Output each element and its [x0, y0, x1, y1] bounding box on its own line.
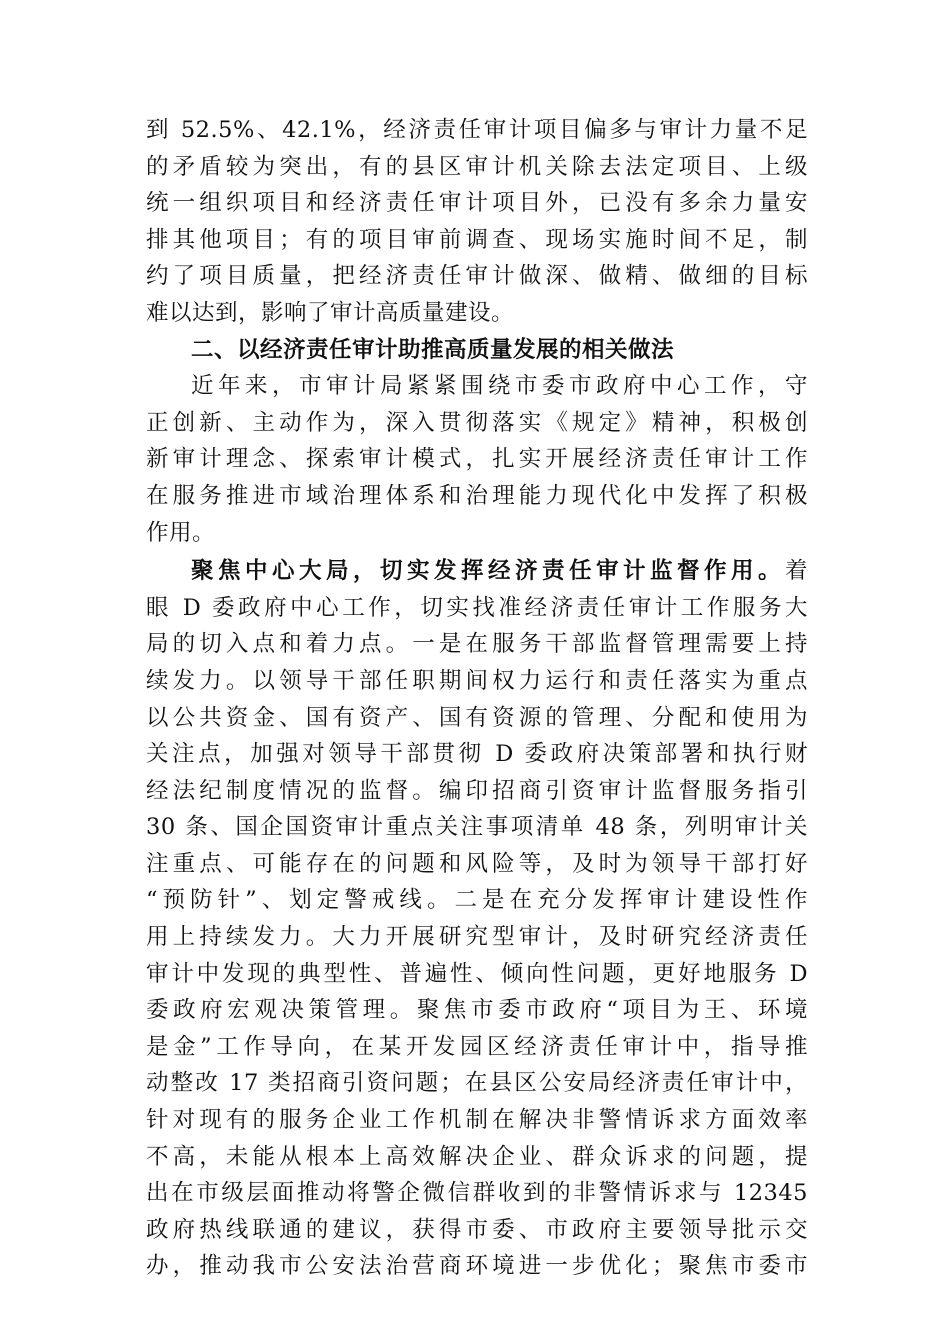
text-line: 是金”工作导向，在某开发园区经济责任审计中，指导推 — [146, 1033, 808, 1060]
text-line: 到 52.5%、42.1%，经济责任审计项目偏多与审计力量不足 — [146, 117, 808, 143]
text-line: 办，推动我市公安法治营商环境进一步优化；聚焦市委市 — [146, 1253, 808, 1280]
text-line: 新审计理念、探索审计模式，扎实开展经济责任审计工作 — [146, 446, 808, 473]
text-line: 局的切入点和着力点。一是在服务干部监督管理需要上持 — [146, 631, 808, 658]
text-line: 在服务推进市域治理体系和治理能力现代化中发挥了积极 — [146, 482, 808, 509]
paragraph-2 — [146, 368, 808, 551]
text-line: 难以达到，影响了审计高质量建设。 — [146, 299, 515, 326]
text-line: “预防针”、划定警戒线。二是在充分发挥审计建设性作 — [146, 887, 808, 914]
text-line: 出在市级层面推动将警企微信群收到的非警情诉求与 12345 — [146, 1180, 808, 1207]
paragraph-3 — [146, 553, 808, 1285]
text-line: 不高，未能从根本上高效解决企业、群众诉求的问题，提 — [146, 1143, 808, 1170]
text-line: 排其他项目；有的项目审前调查、现场实施时间不足，制 — [146, 226, 808, 253]
text-line: 用上持续发力。大力开展研究型审计，及时研究经济责任 — [146, 924, 808, 951]
text-line: 的矛盾较为突出，有的县区审计机关除去法定项目、上级 — [146, 153, 808, 180]
text-line: 动整改 17 类招商引资问题；在县区公安局经济责任审计中， — [146, 1070, 808, 1097]
text-line: 针对现有的服务企业工作机制在解决非警情诉求方面效率 — [146, 1107, 808, 1134]
text-line: 委政府宏观决策管理。聚焦市委市政府“项目为王、环境 — [146, 997, 808, 1024]
paragraph-lead-rest: 着 — [784, 558, 808, 585]
text-line: 政府热线联通的建议，获得市委、市政府主要领导批示交 — [146, 1216, 808, 1243]
text-line: 约了项目质量，把经济责任审计做深、做精、做细的目标 — [146, 263, 808, 290]
text-line: 注重点、可能存在的问题和风险等，及时为领导干部打好 — [146, 850, 808, 877]
text-line: 经法纪制度情况的监督。编印招商引资审计监督服务指引 — [146, 777, 808, 804]
text-line: 以公共资金、国有资产、国有资源的管理、分配和使用为 — [146, 704, 808, 731]
text-line: 作用。 — [146, 519, 216, 546]
text-line: 审计中发现的典型性、普遍性、倾向性问题，更好地服务 D — [146, 960, 808, 987]
paragraph-1 — [146, 112, 808, 332]
text-line: 眼 D 委政府中心工作，切实找准经济责任审计工作服务大 — [146, 594, 808, 621]
text-line — [146, 553, 808, 590]
paragraph-lead-bold: 聚焦中心大局，切实发挥经济责任审计监督作用。 — [191, 558, 785, 585]
text-line: 续发力。以领导干部任职期间权力运行和责任落实为重点 — [146, 667, 808, 694]
document-body — [146, 112, 808, 1285]
section-heading: 二、以经济责任审计助推高质量发展的相关做法 — [191, 336, 675, 363]
text-line: 30 条、国企国资审计重点关注事项清单 48 条，列明审计关 — [146, 814, 808, 841]
text-line: 统一组织项目和经济责任审计项目外，已没有多余力量安 — [146, 190, 808, 217]
text-line: 正创新、主动作为，深入贯彻落实《规定》精神，积极创 — [146, 409, 808, 436]
text-line: 近年来，市审计局紧紧围绕市委市政府中心工作，守 — [191, 373, 808, 400]
text-line: 关注点，加强对领导干部贯彻 D 委政府决策部署和执行财 — [146, 741, 808, 768]
